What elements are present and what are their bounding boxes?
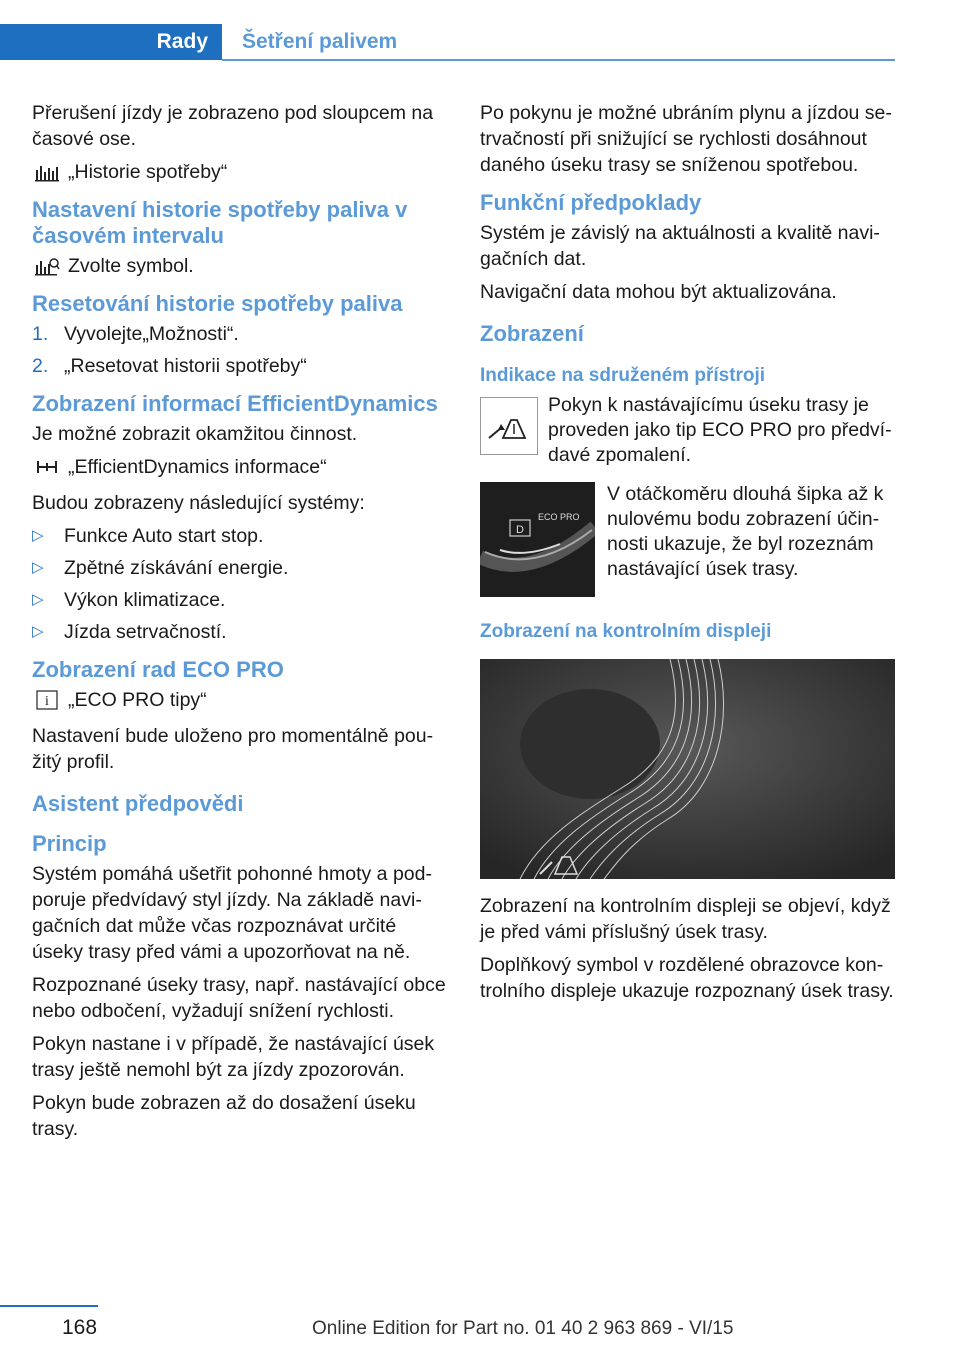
bullet-icon: ▷ bbox=[32, 591, 44, 608]
list-text: Funkce Auto start stop. bbox=[64, 525, 264, 547]
figure-row bbox=[480, 393, 896, 468]
figure-text: V otáčkoměru dlouhá šipka až k nulovému bodu zobrazení účin‐nosti ukazuje, že byl rozeznám nastávající úsek trasy. bbox=[607, 483, 884, 580]
icon-label: Zvolte symbol. bbox=[68, 255, 194, 277]
eco-pro-label: ECO PRO bbox=[538, 512, 580, 522]
systems-list bbox=[32, 523, 448, 645]
heading-eco: Zobrazení rad ECO PRO bbox=[32, 657, 284, 682]
paragraph: Doplňkový symbol v rozdělené obrazovce kon‐trolního displeje ukazuje rozpoznaný úsek trasy. bbox=[480, 954, 894, 1002]
figure-row bbox=[480, 482, 896, 597]
reset-steps bbox=[32, 321, 448, 379]
gear-indicator: D bbox=[516, 524, 524, 536]
paragraph: Rozpoznané úseky trasy, např. nastávající obce nebo odbočení, vyžadují snížení rychlosti. bbox=[32, 974, 446, 1022]
paragraph: Zobrazení na kontrolním displeji se objeví, když je před vámi příslušný úsek trasy. bbox=[480, 895, 891, 943]
bullet-icon: ▷ bbox=[32, 559, 44, 576]
heading-nastaveni: Nastavení historie spotřeby paliva v časovém intervalu bbox=[32, 197, 408, 248]
icon-label: „EfficientDynamics informace“ bbox=[68, 456, 327, 478]
step-number: 2. bbox=[32, 355, 49, 377]
drivetrain-icon bbox=[32, 456, 62, 478]
heading-princip: Princip bbox=[32, 831, 107, 856]
paragraph: Systém je závislý na aktuálnosti a kvalitě navi‐gačních dat. bbox=[480, 222, 880, 270]
paragraph: Budou zobrazeny následující systémy: bbox=[32, 492, 365, 514]
heading-zobrazeni: Zobrazení bbox=[480, 321, 584, 346]
list-item bbox=[32, 587, 448, 613]
heading-kontrolni: Zobrazení na kontrolním displeji bbox=[480, 621, 772, 642]
edition-footer: Online Edition for Part no. 01 40 2 963 869 - VI/15 bbox=[312, 1318, 734, 1339]
list-text: Jízda setrvačností. bbox=[64, 621, 227, 643]
paragraph: Systém pomáhá ušetřit pohonné hmoty a pod‐poruje předvídavý styl jízdy. Na základě navi‐gačních dat může včas rozpoznávat určité úseky trasy před vámi a upozorňovat na ně. bbox=[32, 863, 432, 963]
list-item bbox=[32, 555, 448, 581]
page-number-rule bbox=[0, 1305, 98, 1307]
heading-indikace: Indikace na sdruženém přístroji bbox=[480, 365, 766, 386]
paragraph: Navigační data mohou být aktualizována. bbox=[480, 281, 837, 303]
select-symbol-item[interactable] bbox=[32, 253, 448, 279]
eco-pro-tips-item[interactable] bbox=[32, 687, 448, 713]
info-icon bbox=[32, 689, 62, 711]
paragraph: Pokyn nastane i v případě, že nastávající úsek trasy ještě nemohl být za jízdy zpozorován. bbox=[32, 1033, 435, 1081]
header-rule bbox=[222, 59, 895, 61]
right-column bbox=[480, 100, 896, 1011]
paragraph: Po pokynu je možné ubráním plynu a jízdou se‐trvačností při snižující se rychlosti dosáhnout daného úseku trasy se sníženou spotřebou. bbox=[480, 102, 892, 176]
heading-reset: Resetování historie spotřeby paliva bbox=[32, 291, 403, 316]
efficientdynamics-menu-item[interactable] bbox=[32, 454, 448, 480]
bullet-icon: ▷ bbox=[32, 527, 44, 544]
eco-pro-tip-figure bbox=[480, 397, 538, 455]
step-number: 1. bbox=[32, 323, 49, 345]
history-menu-item[interactable] bbox=[32, 159, 448, 185]
list-item bbox=[32, 523, 448, 549]
list-text: Výkon klimatizace. bbox=[64, 589, 226, 611]
step-text: „Resetovat historii spotřeby“ bbox=[64, 355, 307, 377]
list-text: Zpětné získávání energie. bbox=[64, 557, 289, 579]
control-display-figure bbox=[480, 659, 895, 879]
paragraph: Přerušení jízdy je zobrazeno pod sloupcem na časové ose. bbox=[32, 102, 434, 150]
list-item bbox=[32, 619, 448, 645]
paragraph: Je možné zobrazit okamžitou činnost. bbox=[32, 423, 358, 445]
icon-label: „ECO PRO tipy“ bbox=[68, 689, 207, 711]
tab-rady[interactable]: Rady bbox=[156, 30, 208, 53]
list-item bbox=[32, 321, 448, 347]
tachometer-figure bbox=[480, 482, 595, 597]
tab-setreni-palivem[interactable]: Šetření palivem bbox=[242, 30, 398, 53]
heading-funkcni: Funkční předpoklady bbox=[480, 190, 702, 215]
bullet-icon: ▷ bbox=[32, 623, 44, 640]
heading-asistent: Asistent předpovědi bbox=[32, 791, 244, 816]
figure-text: Pokyn k nastávajícímu úseku trasy je proveden jako tip ECO PRO pro předví‐davé zpomalení. bbox=[548, 394, 892, 466]
paragraph: Pokyn bude zobrazen až do dosažení úseku trasy. bbox=[32, 1092, 416, 1140]
step-text: Vyvolejte„Možnosti“. bbox=[64, 323, 239, 345]
icon-label: „Historie spotřeby“ bbox=[68, 161, 228, 183]
svg-text:i: i bbox=[45, 694, 49, 709]
heading-info: Zobrazení informací EfficientDynamics bbox=[32, 391, 438, 416]
list-item bbox=[32, 353, 448, 379]
left-column bbox=[32, 100, 448, 1149]
bar-chart-zoom-icon bbox=[32, 255, 62, 277]
bar-chart-icon bbox=[32, 161, 62, 183]
page-number: 168 bbox=[62, 1316, 98, 1339]
paragraph: Nastavení bude uloženo pro momentálně pou‐žitý profil. bbox=[32, 725, 434, 773]
